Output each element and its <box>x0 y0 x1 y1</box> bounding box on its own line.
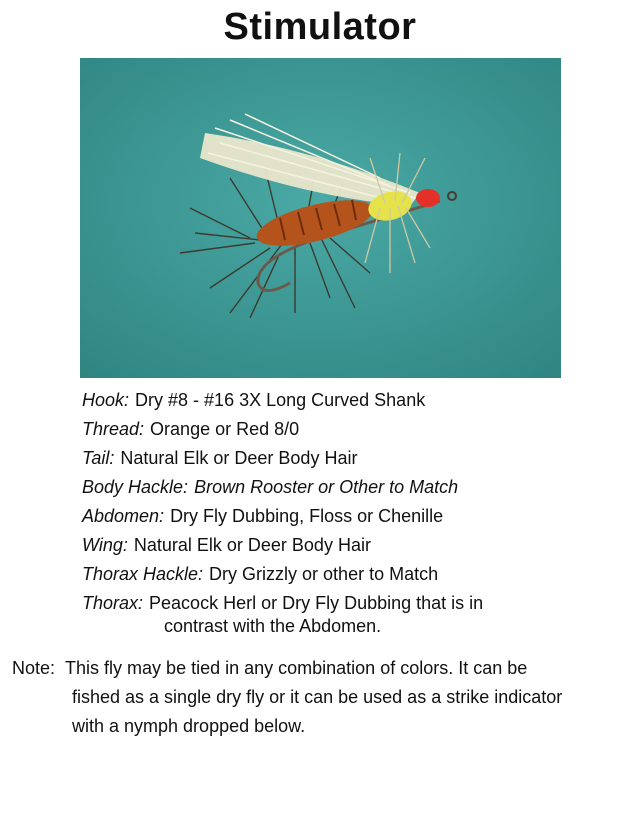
recipe-row-body-hackle <box>82 475 483 504</box>
recipe-row-wing <box>82 533 483 562</box>
recipe-row-tail <box>82 446 483 475</box>
recipe-label: Thorax Hackle: <box>82 564 204 584</box>
recipe-value: Natural Elk or Deer Body Hair <box>133 535 371 555</box>
note-text-1: This fly may be tied in any combination of colors. It can be <box>65 658 528 678</box>
recipe-label: Hook: <box>82 390 130 410</box>
recipe-value: Orange or Red 8/0 <box>150 419 300 439</box>
recipe-value: Natural Elk or Deer Body Hair <box>120 448 358 468</box>
recipe-label: Thorax: <box>82 593 144 613</box>
note-line-1 <box>12 654 632 683</box>
recipe-label: Body Hackle: <box>82 477 189 497</box>
recipe-label: Wing: <box>82 535 128 555</box>
note-line-3: with a nymph dropped below. <box>72 716 306 736</box>
recipe-label: Tail: <box>82 448 115 468</box>
fly-photo <box>80 58 561 378</box>
recipe-value: Dry Grizzly or other to Match <box>209 564 439 584</box>
recipe-row-thread <box>82 417 483 446</box>
recipe-value: Dry #8 - #16 3X Long Curved Shank <box>135 390 426 410</box>
recipe-label: Thread: <box>82 419 145 439</box>
page-title: Stimulator <box>223 6 417 48</box>
recipe-value: Brown Rooster or Other to Match <box>194 477 459 497</box>
recipe-value: Peacock Herl or Dry Fly Dubbing that is in <box>149 593 484 613</box>
recipe-row-hook <box>82 388 483 417</box>
recipe-value-continuation: contrast with the Abdomen. <box>164 616 382 636</box>
note-label: Note: <box>12 658 56 678</box>
recipe-value: Dry Fly Dubbing, Floss or Chenille <box>170 506 444 526</box>
recipe-list <box>82 388 483 643</box>
thread-head-shape <box>416 189 440 207</box>
recipe-row-thorax-hackle <box>82 562 483 591</box>
note-line-2: fished as a single dry fly or it can be used as a strike indicator <box>72 687 563 707</box>
recipe-label: Abdomen: <box>82 506 165 526</box>
recipe-row-abdomen <box>82 504 483 533</box>
note-block <box>12 654 632 741</box>
recipe-row-thorax-continuation <box>82 614 483 643</box>
